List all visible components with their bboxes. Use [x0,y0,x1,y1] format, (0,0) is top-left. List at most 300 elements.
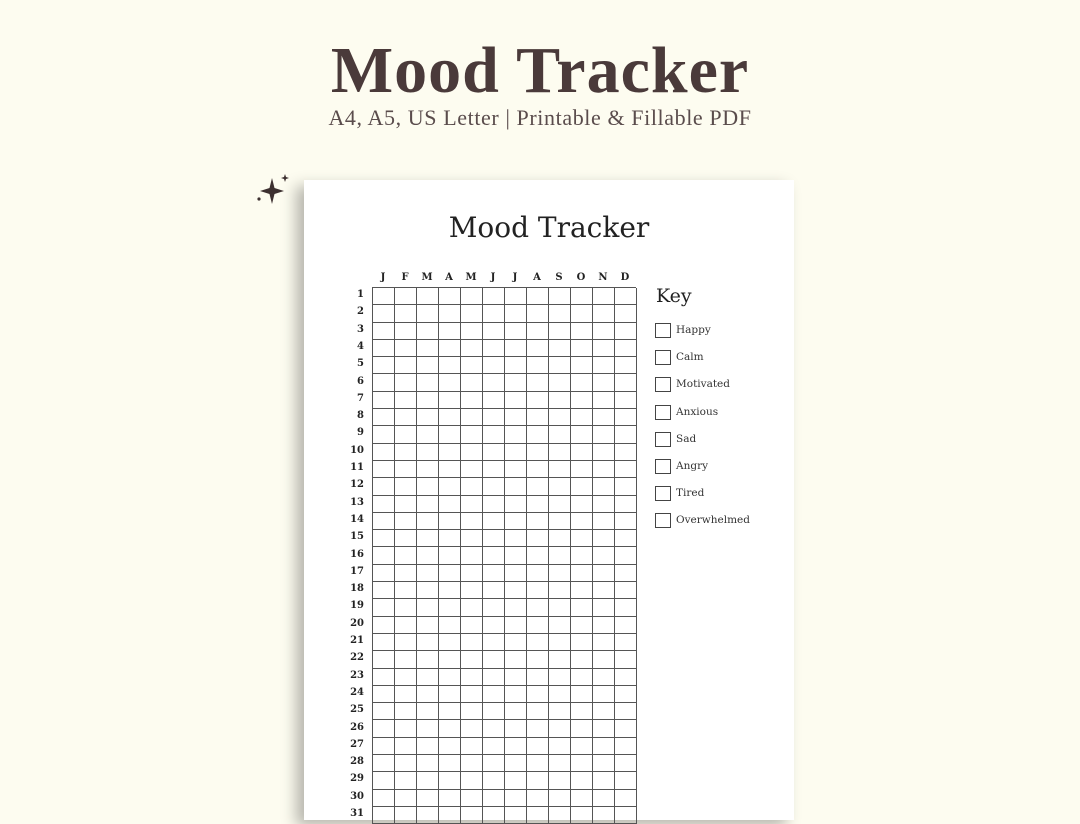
mood-cell[interactable] [439,582,461,599]
mood-cell[interactable] [395,530,417,547]
mood-cell[interactable] [483,790,505,807]
mood-cell[interactable] [395,444,417,461]
mood-cell[interactable] [549,478,571,495]
mood-cell[interactable] [549,582,571,599]
mood-cell[interactable] [483,305,505,322]
key-color-box[interactable] [655,459,671,474]
mood-cell[interactable] [483,565,505,582]
mood-cell[interactable] [483,703,505,720]
mood-cell[interactable] [527,461,549,478]
mood-cell[interactable] [571,444,593,461]
mood-cell[interactable] [571,790,593,807]
mood-cell[interactable] [483,496,505,513]
mood-cell[interactable] [571,738,593,755]
mood-cell[interactable] [417,738,439,755]
mood-cell[interactable] [461,288,483,305]
mood-cell[interactable] [593,617,615,634]
mood-cell[interactable] [571,703,593,720]
mood-cell[interactable] [615,772,637,789]
mood-cell[interactable] [395,340,417,357]
mood-cell[interactable] [615,755,637,772]
mood-cell[interactable] [439,478,461,495]
mood-cell[interactable] [461,703,483,720]
mood-cell[interactable] [593,634,615,651]
mood-cell[interactable] [373,582,395,599]
mood-cell[interactable] [593,651,615,668]
mood-cell[interactable] [549,790,571,807]
mood-cell[interactable] [417,617,439,634]
mood-cell[interactable] [615,340,637,357]
mood-cell[interactable] [395,738,417,755]
mood-cell[interactable] [483,409,505,426]
mood-cell[interactable] [439,807,461,824]
mood-cell[interactable] [395,669,417,686]
mood-cell[interactable] [615,565,637,582]
mood-cell[interactable] [505,461,527,478]
mood-cell[interactable] [483,461,505,478]
mood-cell[interactable] [505,807,527,824]
mood-cell[interactable] [571,513,593,530]
mood-cell[interactable] [527,686,549,703]
mood-cell[interactable] [417,357,439,374]
mood-cell[interactable] [373,686,395,703]
mood-cell[interactable] [395,720,417,737]
mood-cell[interactable] [417,478,439,495]
mood-cell[interactable] [461,530,483,547]
mood-cell[interactable] [505,547,527,564]
mood-cell[interactable] [483,738,505,755]
mood-cell[interactable] [549,738,571,755]
mood-cell[interactable] [571,634,593,651]
mood-cell[interactable] [483,547,505,564]
mood-cell[interactable] [615,305,637,322]
mood-cell[interactable] [571,496,593,513]
mood-cell[interactable] [483,444,505,461]
mood-cell[interactable] [417,305,439,322]
mood-cell[interactable] [527,634,549,651]
mood-cell[interactable] [417,392,439,409]
mood-cell[interactable] [549,340,571,357]
mood-cell[interactable] [417,790,439,807]
mood-cell[interactable] [593,288,615,305]
mood-cell[interactable] [417,444,439,461]
mood-cell[interactable] [461,426,483,443]
mood-cell[interactable] [461,738,483,755]
mood-cell[interactable] [439,790,461,807]
mood-cell[interactable] [395,547,417,564]
mood-cell[interactable] [527,392,549,409]
mood-cell[interactable] [417,409,439,426]
mood-cell[interactable] [593,461,615,478]
mood-cell[interactable] [395,634,417,651]
mood-cell[interactable] [571,686,593,703]
mood-cell[interactable] [483,755,505,772]
mood-cell[interactable] [505,565,527,582]
mood-cell[interactable] [549,426,571,443]
mood-cell[interactable] [549,599,571,616]
mood-cell[interactable] [505,738,527,755]
mood-cell[interactable] [373,340,395,357]
mood-cell[interactable] [439,772,461,789]
mood-cell[interactable] [615,461,637,478]
mood-cell[interactable] [615,738,637,755]
mood-cell[interactable] [527,599,549,616]
mood-cell[interactable] [395,582,417,599]
mood-cell[interactable] [439,305,461,322]
mood-cell[interactable] [395,686,417,703]
mood-cell[interactable] [593,807,615,824]
mood-cell[interactable] [439,669,461,686]
mood-cell[interactable] [417,461,439,478]
mood-cell[interactable] [461,444,483,461]
mood-cell[interactable] [527,409,549,426]
mood-cell[interactable] [395,807,417,824]
mood-cell[interactable] [505,357,527,374]
mood-cell[interactable] [593,409,615,426]
mood-cell[interactable] [571,582,593,599]
mood-cell[interactable] [615,478,637,495]
mood-cell[interactable] [439,357,461,374]
mood-cell[interactable] [483,323,505,340]
mood-cell[interactable] [373,392,395,409]
mood-grid[interactable] [372,287,636,824]
mood-cell[interactable] [439,547,461,564]
mood-cell[interactable] [593,703,615,720]
mood-cell[interactable] [571,807,593,824]
mood-cell[interactable] [395,772,417,789]
mood-cell[interactable] [373,426,395,443]
mood-cell[interactable] [505,790,527,807]
mood-cell[interactable] [417,288,439,305]
mood-cell[interactable] [395,409,417,426]
mood-cell[interactable] [593,772,615,789]
mood-cell[interactable] [395,305,417,322]
mood-cell[interactable] [461,392,483,409]
key-color-box[interactable] [655,486,671,501]
mood-cell[interactable] [373,513,395,530]
mood-cell[interactable] [593,323,615,340]
mood-cell[interactable] [615,323,637,340]
mood-cell[interactable] [417,772,439,789]
mood-cell[interactable] [461,340,483,357]
mood-cell[interactable] [593,582,615,599]
mood-cell[interactable] [549,651,571,668]
mood-cell[interactable] [373,530,395,547]
mood-cell[interactable] [527,305,549,322]
mood-cell[interactable] [593,478,615,495]
mood-cell[interactable] [439,444,461,461]
mood-cell[interactable] [615,720,637,737]
mood-cell[interactable] [505,305,527,322]
mood-cell[interactable] [549,669,571,686]
mood-cell[interactable] [439,651,461,668]
mood-cell[interactable] [395,703,417,720]
mood-cell[interactable] [615,392,637,409]
mood-cell[interactable] [571,651,593,668]
mood-cell[interactable] [439,530,461,547]
mood-cell[interactable] [527,651,549,668]
mood-cell[interactable] [615,582,637,599]
mood-cell[interactable] [505,444,527,461]
key-color-box[interactable] [655,323,671,338]
mood-cell[interactable] [439,720,461,737]
mood-cell[interactable] [483,340,505,357]
mood-cell[interactable] [373,409,395,426]
mood-cell[interactable] [549,444,571,461]
mood-cell[interactable] [505,599,527,616]
mood-cell[interactable] [571,565,593,582]
mood-cell[interactable] [417,634,439,651]
mood-cell[interactable] [549,323,571,340]
mood-cell[interactable] [439,374,461,391]
mood-cell[interactable] [527,426,549,443]
mood-cell[interactable] [527,790,549,807]
mood-cell[interactable] [615,634,637,651]
mood-cell[interactable] [373,703,395,720]
mood-cell[interactable] [615,703,637,720]
mood-cell[interactable] [527,772,549,789]
mood-cell[interactable] [439,409,461,426]
mood-cell[interactable] [417,807,439,824]
mood-cell[interactable] [373,496,395,513]
mood-cell[interactable] [571,392,593,409]
mood-cell[interactable] [483,720,505,737]
mood-cell[interactable] [395,599,417,616]
mood-cell[interactable] [505,323,527,340]
mood-cell[interactable] [373,461,395,478]
mood-cell[interactable] [593,738,615,755]
mood-cell[interactable] [439,634,461,651]
mood-cell[interactable] [571,288,593,305]
mood-cell[interactable] [615,807,637,824]
mood-cell[interactable] [549,409,571,426]
mood-cell[interactable] [373,305,395,322]
mood-cell[interactable] [571,426,593,443]
mood-cell[interactable] [373,807,395,824]
mood-cell[interactable] [593,392,615,409]
mood-cell[interactable] [373,755,395,772]
mood-cell[interactable] [593,686,615,703]
mood-cell[interactable] [615,617,637,634]
mood-cell[interactable] [549,703,571,720]
mood-cell[interactable] [417,374,439,391]
mood-cell[interactable] [549,392,571,409]
mood-cell[interactable] [505,478,527,495]
mood-cell[interactable] [439,599,461,616]
mood-cell[interactable] [461,478,483,495]
mood-cell[interactable] [549,634,571,651]
mood-cell[interactable] [549,530,571,547]
mood-cell[interactable] [439,496,461,513]
mood-cell[interactable] [571,755,593,772]
mood-cell[interactable] [527,323,549,340]
mood-cell[interactable] [549,686,571,703]
mood-cell[interactable] [373,790,395,807]
mood-cell[interactable] [483,617,505,634]
mood-cell[interactable] [615,547,637,564]
mood-cell[interactable] [505,686,527,703]
mood-cell[interactable] [505,530,527,547]
mood-cell[interactable] [439,513,461,530]
mood-cell[interactable] [571,305,593,322]
key-color-box[interactable] [655,405,671,420]
mood-cell[interactable] [527,496,549,513]
mood-cell[interactable] [373,599,395,616]
mood-cell[interactable] [417,547,439,564]
mood-cell[interactable] [439,703,461,720]
mood-cell[interactable] [483,426,505,443]
mood-cell[interactable] [615,513,637,530]
mood-cell[interactable] [483,374,505,391]
mood-cell[interactable] [461,790,483,807]
mood-cell[interactable] [373,323,395,340]
mood-cell[interactable] [373,444,395,461]
mood-cell[interactable] [439,323,461,340]
mood-cell[interactable] [395,651,417,668]
mood-cell[interactable] [395,357,417,374]
mood-cell[interactable] [373,720,395,737]
mood-cell[interactable] [439,392,461,409]
mood-cell[interactable] [483,686,505,703]
mood-cell[interactable] [615,409,637,426]
mood-cell[interactable] [461,409,483,426]
mood-cell[interactable] [461,305,483,322]
mood-cell[interactable] [593,547,615,564]
mood-cell[interactable] [417,599,439,616]
mood-cell[interactable] [373,738,395,755]
mood-cell[interactable] [417,323,439,340]
mood-cell[interactable] [549,513,571,530]
mood-cell[interactable] [417,703,439,720]
mood-cell[interactable] [417,565,439,582]
mood-cell[interactable] [505,409,527,426]
mood-cell[interactable] [439,288,461,305]
mood-cell[interactable] [549,496,571,513]
mood-cell[interactable] [505,617,527,634]
mood-cell[interactable] [527,530,549,547]
mood-cell[interactable] [571,530,593,547]
mood-cell[interactable] [527,547,549,564]
mood-cell[interactable] [549,461,571,478]
mood-cell[interactable] [373,288,395,305]
mood-cell[interactable] [593,720,615,737]
mood-cell[interactable] [461,357,483,374]
mood-cell[interactable] [527,720,549,737]
mood-cell[interactable] [461,807,483,824]
mood-cell[interactable] [461,496,483,513]
mood-cell[interactable] [615,374,637,391]
mood-cell[interactable] [395,461,417,478]
mood-cell[interactable] [417,669,439,686]
mood-cell[interactable] [615,686,637,703]
mood-cell[interactable] [549,617,571,634]
mood-cell[interactable] [505,496,527,513]
mood-cell[interactable] [593,669,615,686]
mood-cell[interactable] [461,686,483,703]
mood-cell[interactable] [571,340,593,357]
key-color-box[interactable] [655,513,671,528]
mood-cell[interactable] [527,288,549,305]
mood-cell[interactable] [593,790,615,807]
mood-cell[interactable] [417,720,439,737]
mood-cell[interactable] [483,634,505,651]
mood-cell[interactable] [417,513,439,530]
mood-cell[interactable] [439,686,461,703]
mood-cell[interactable] [571,599,593,616]
mood-cell[interactable] [461,513,483,530]
mood-cell[interactable] [527,444,549,461]
mood-cell[interactable] [593,599,615,616]
mood-cell[interactable] [461,461,483,478]
mood-cell[interactable] [549,357,571,374]
mood-cell[interactable] [549,305,571,322]
mood-cell[interactable] [615,599,637,616]
mood-cell[interactable] [571,669,593,686]
mood-cell[interactable] [483,288,505,305]
mood-cell[interactable] [571,323,593,340]
mood-cell[interactable] [615,669,637,686]
mood-cell[interactable] [461,323,483,340]
mood-cell[interactable] [505,288,527,305]
mood-cell[interactable] [373,772,395,789]
mood-cell[interactable] [461,547,483,564]
mood-cell[interactable] [417,340,439,357]
mood-cell[interactable] [483,530,505,547]
mood-cell[interactable] [439,426,461,443]
mood-cell[interactable] [395,565,417,582]
mood-cell[interactable] [417,755,439,772]
mood-cell[interactable] [571,720,593,737]
mood-cell[interactable] [549,807,571,824]
mood-cell[interactable] [505,703,527,720]
mood-cell[interactable] [593,444,615,461]
mood-cell[interactable] [373,357,395,374]
mood-cell[interactable] [571,478,593,495]
mood-cell[interactable] [461,755,483,772]
mood-cell[interactable] [483,392,505,409]
mood-cell[interactable] [373,617,395,634]
mood-cell[interactable] [593,496,615,513]
mood-cell[interactable] [461,582,483,599]
mood-cell[interactable] [527,374,549,391]
mood-cell[interactable] [593,374,615,391]
mood-cell[interactable] [505,772,527,789]
mood-cell[interactable] [615,357,637,374]
mood-cell[interactable] [571,617,593,634]
mood-cell[interactable] [483,599,505,616]
mood-cell[interactable] [571,547,593,564]
mood-cell[interactable] [571,409,593,426]
mood-cell[interactable] [461,669,483,686]
mood-cell[interactable] [373,547,395,564]
mood-cell[interactable] [549,374,571,391]
mood-cell[interactable] [571,461,593,478]
mood-cell[interactable] [549,720,571,737]
mood-cell[interactable] [373,634,395,651]
mood-cell[interactable] [505,426,527,443]
mood-cell[interactable] [395,790,417,807]
mood-cell[interactable] [417,496,439,513]
mood-cell[interactable] [615,496,637,513]
mood-cell[interactable] [439,755,461,772]
mood-cell[interactable] [527,565,549,582]
mood-cell[interactable] [549,547,571,564]
mood-cell[interactable] [461,565,483,582]
mood-cell[interactable] [417,426,439,443]
key-color-box[interactable] [655,432,671,447]
mood-cell[interactable] [549,565,571,582]
mood-cell[interactable] [395,478,417,495]
